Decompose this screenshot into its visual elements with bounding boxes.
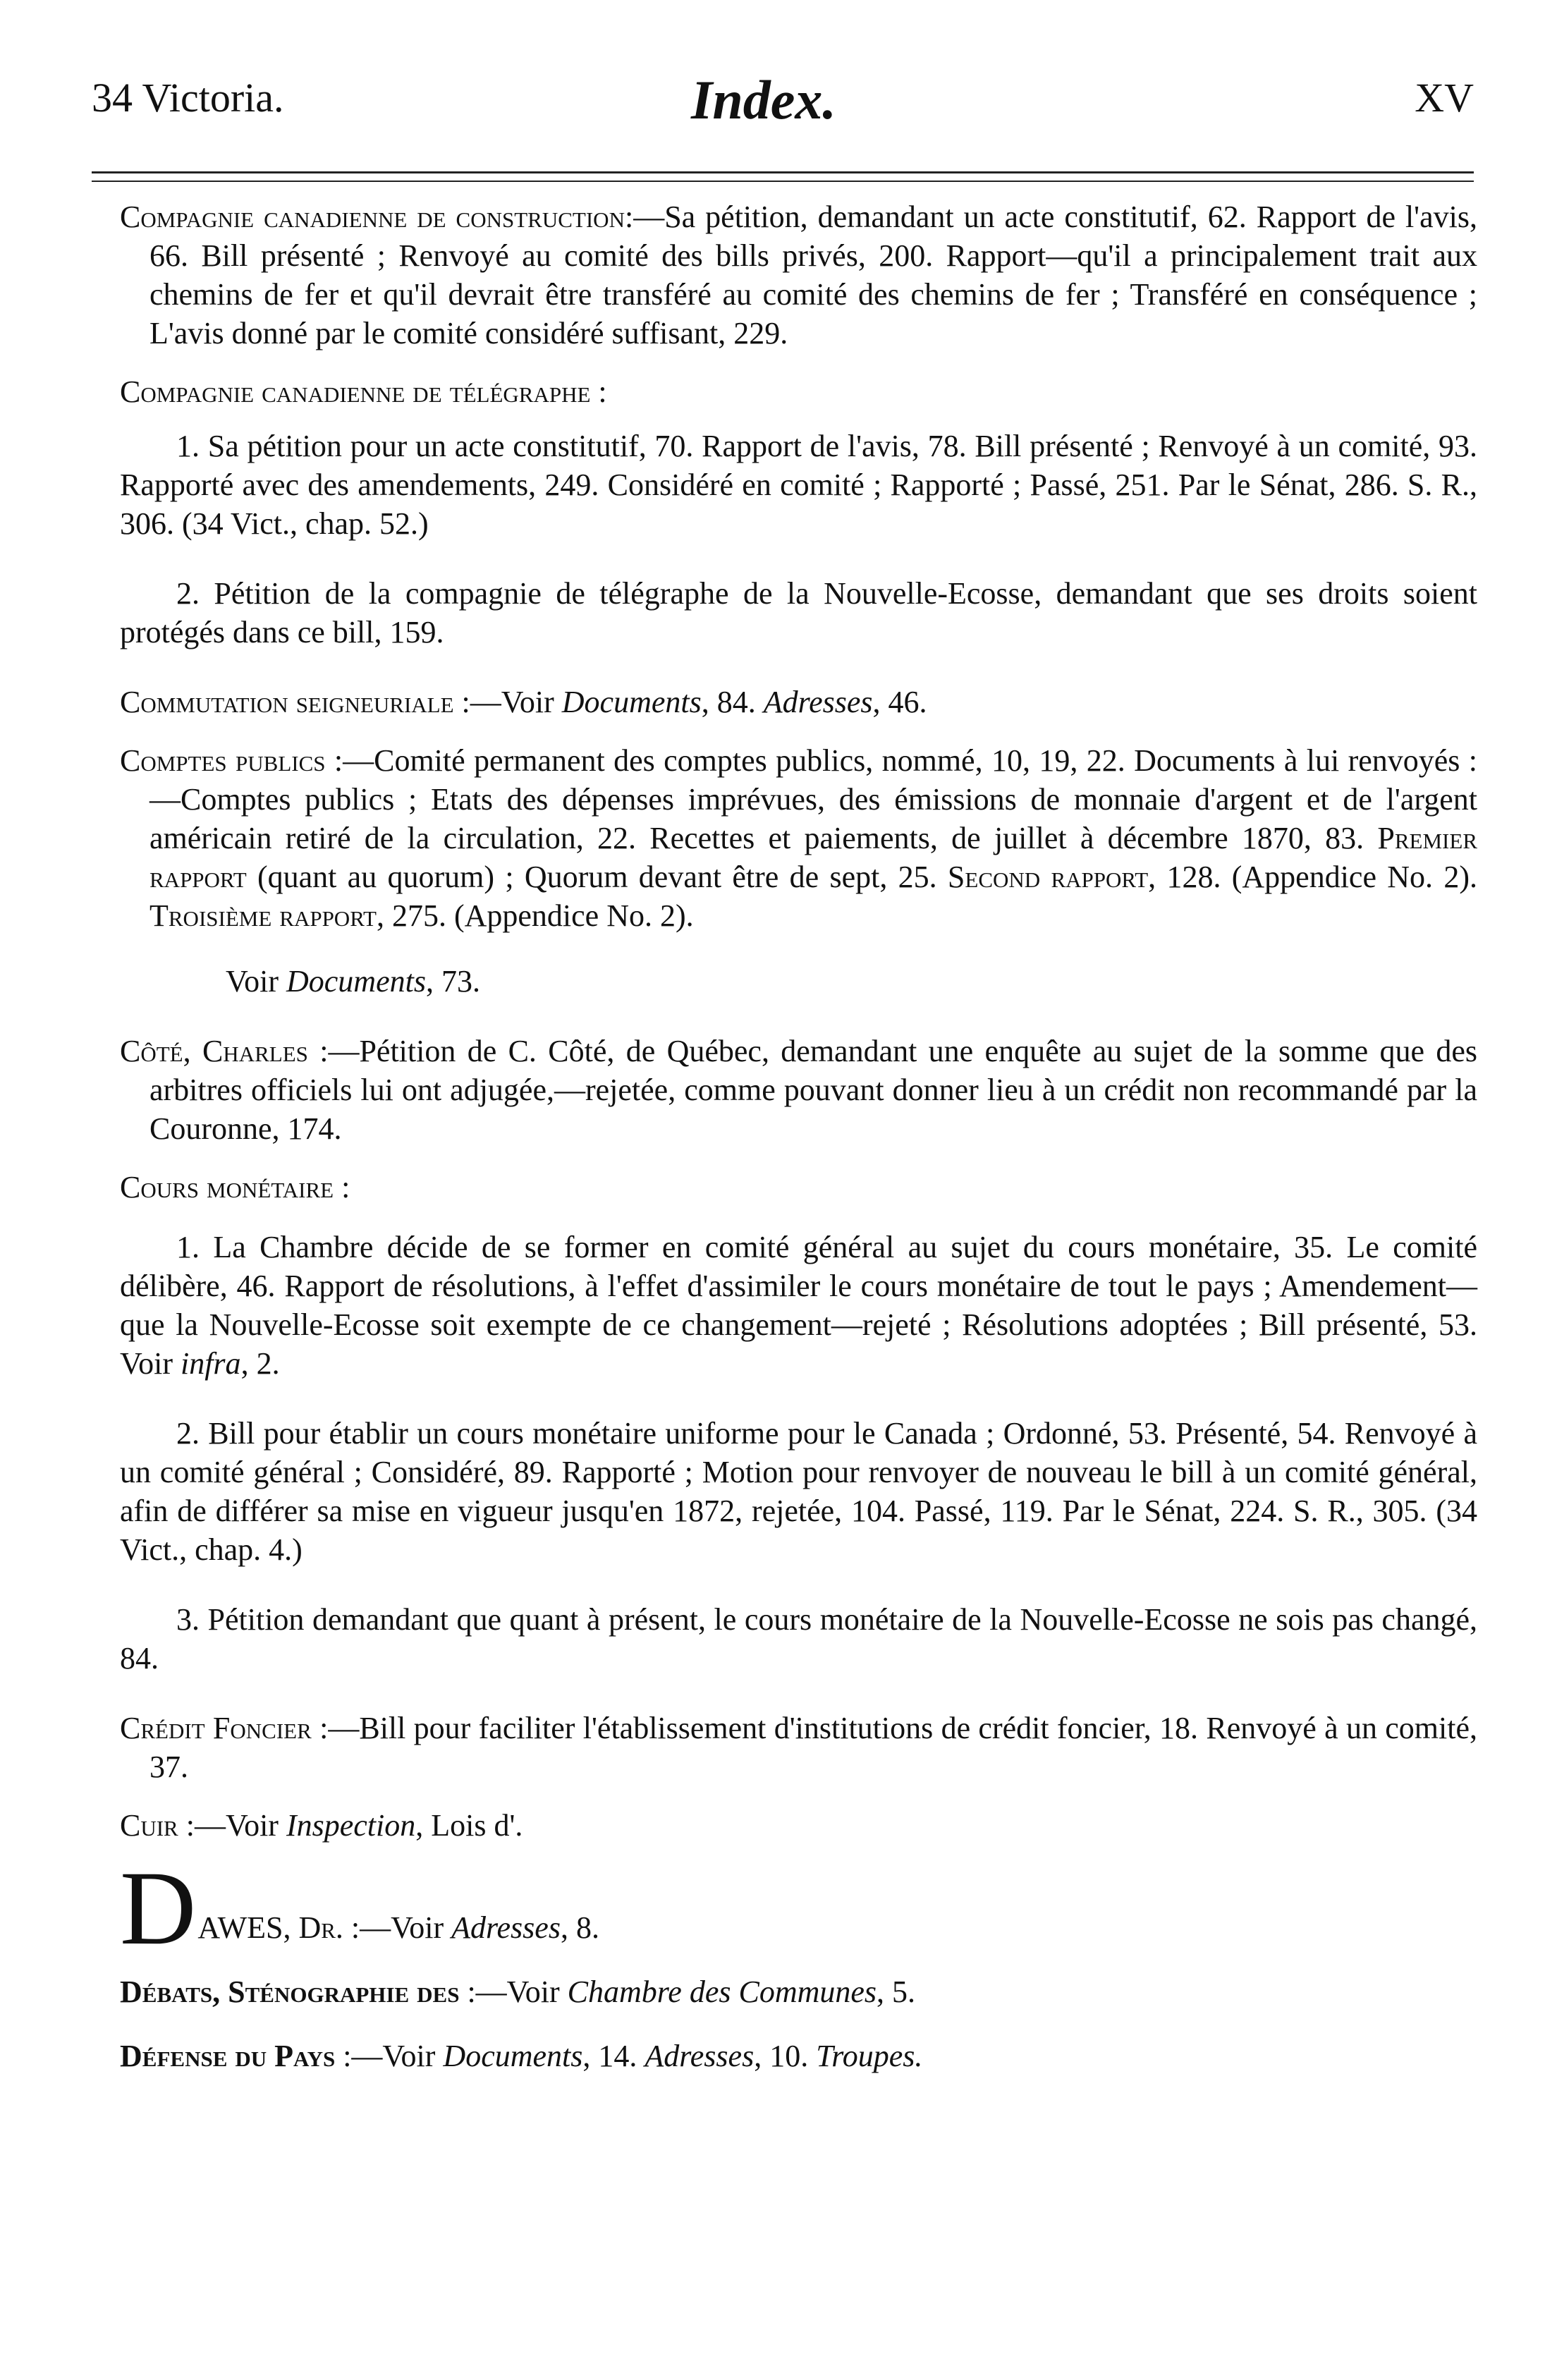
entry-heading: AWES, Dr. (197, 1910, 343, 1945)
entry-dawes (120, 1850, 1477, 1967)
entry-text: , 73. (425, 964, 480, 999)
entry-text: :—Voir (178, 1808, 286, 1843)
entry-heading: Comptes publics (120, 743, 326, 778)
cross-reference: infra (180, 1346, 241, 1381)
entry-comptes-publics (120, 741, 1477, 1001)
cross-reference: Documents (561, 685, 702, 719)
entry-text: , 275. (Appendice No. 2). (376, 898, 694, 933)
entry-heading: Défense du Pays (120, 2039, 336, 2073)
entry-text: Voir (226, 964, 286, 999)
cross-reference: Chambre des Communes (567, 1975, 877, 2009)
entry-compagnie-telegraphe (120, 372, 1477, 652)
page-number: XV (1415, 75, 1474, 121)
cross-reference: Adresses (645, 2039, 755, 2073)
sub-item-2: 2. Bill pour établir un cours monétaire uniforme pour le Canada ; Ordonné, 53. Présenté, 54. Renvoyé à un comité général ; Considéré, 89. Rapporté ; Motion pour renvoyer de nouveau le bill à un comité général, afin de différer sa mise en vigueur jusqu'en 1872, rejetée, 104. Passé, 119. Par le Sénat, 224. S. R., 305. (34 Vict., chap. 4.) (120, 1416, 1477, 1567)
report-label: Premier rapport (149, 821, 1477, 894)
cross-reference: Inspection (286, 1808, 416, 1843)
entry-text: :—Sa pétition, demandant un acte constitutif, 62. Rapport de l'avis, 66. Bill présenté ; Renvoyé au comité des bills privés, 200. Rapport—qu'il a principalement trait aux chemins de fer et qu'il devrait être transféré au comité des chemins de fer ; Transféré en conséquence ; L'avis donné par le comité considéré suffisant, 229. (149, 200, 1477, 350)
sub-item-1: 1. Sa pétition pour un acte constitutif, 70. Rapport de l'avis, 78. Bill présenté ; Renvoyé à un comité, 93. Rapporté avec des amendements, 249. Considéré en comité ; Rapporté ; Passé, 251. Par le Sénat, 286. S. R., 306. (34 Vict., chap. 52.) (120, 429, 1477, 541)
entry-colon: : (334, 1170, 350, 1204)
index-body (120, 197, 1477, 2075)
entry-cuir (120, 1806, 1477, 1845)
entry-text: :—Comité permanent des comptes publics, nommé, 10, 19, 22. Documents à lui renvoyés :—Comptes publics ; Etats des dépenses imprévues, des émissions de monnaie d'argent et de l'argent américain retiré de la circulation, 22. Recettes et paiements, de juillet à décembre 1870, 83. (149, 743, 1477, 855)
entry-heading: Cuir (120, 1808, 178, 1843)
entry-text: :—Pétition de C. Côté, de Québec, demandant une enquête au sujet de la somme que des arbitres officiels lui ont adjugée,—rejetée, comme pouvant donner lieu à un crédit non recommandé par la Couronne, 174. (149, 1034, 1477, 1146)
entry-text: :—Voir (459, 1975, 568, 2009)
entry-text: :—Bill pour faciliter l'établissement d'institutions de crédit foncier, 18. Renvoyé à un comité, 37. (149, 1711, 1477, 1784)
page-title: Index. (691, 69, 836, 130)
drop-cap: D (120, 1850, 197, 1967)
cross-reference: Adresses (451, 1910, 561, 1945)
entry-defense (120, 2037, 1477, 2075)
running-head (92, 69, 1474, 138)
entry-text: , 46. (872, 685, 927, 719)
header-rule (92, 171, 1474, 173)
entry-heading: Compagnie canadienne de construction (120, 200, 625, 234)
cross-reference: Adresses (763, 685, 873, 719)
sub-item-1 (120, 1228, 1477, 1383)
entry-heading: Cours monétaire (120, 1170, 334, 1204)
entry-text: , 8. (560, 1910, 599, 1945)
header-rule-thin (92, 181, 1474, 182)
cross-reference: Documents (443, 2039, 583, 2073)
entry-heading: Côté, Charles (120, 1034, 308, 1068)
report-label: Troisième rapport (149, 898, 377, 933)
entry-text: :—Voir (335, 2039, 444, 2073)
entry-text: , 128. (Appendice No. 2). (1148, 860, 1478, 894)
entry-text: :—Voir (453, 685, 562, 719)
cross-reference: Troupes. (816, 2039, 923, 2073)
sub-item-2: 2. Pétition de la compagnie de télégraphe de la Nouvelle-Ecosse, demandant que ses droits soient protégés dans ce bill, 159. (120, 576, 1477, 649)
entry-text: , 2. (240, 1346, 280, 1381)
entry-compagnie-construction (120, 197, 1477, 353)
entry-text: , 14. (582, 2039, 645, 2073)
sub-item-3: 3. Pétition demandant que quant à présent, le cours monétaire de la Nouvelle-Ecosse ne sois pas changé, 84. (120, 1602, 1477, 1676)
index-page (92, 0, 1478, 2380)
entry-heading: Compagnie canadienne de télégraphe (120, 374, 591, 409)
entry-cours-monetaire (120, 1168, 1477, 1678)
entry-cote (120, 1032, 1477, 1148)
entry-text: (quant au quorum) ; Quorum devant être de sept, 25. (246, 860, 948, 894)
entry-text: , 84. (701, 685, 764, 719)
entry-text: :—Voir (343, 1910, 452, 1945)
voir-line (120, 962, 1477, 1001)
entry-heading: Commutation seigneuriale (120, 685, 454, 719)
entry-heading: Crédit Foncier (120, 1711, 312, 1745)
entry-debats (120, 1972, 1477, 2011)
entry-text: 1. La Chambre décide de se former en comité général au sujet du cours monétaire, 35. Le comité délibère, 46. Rapport de résolutions, à l'effet d'assimiler le cours monétaire de tout le pays ; Amendement—que la Nouvelle-Ecosse soit exempte de ce changement—rejeté ; Résolutions adoptées ; Bill présenté, 53. Voir (120, 1230, 1477, 1381)
entry-heading: Débats, Sténographie des (120, 1975, 460, 2009)
cross-reference: Documents (286, 964, 426, 999)
entry-text: , 5. (877, 1975, 916, 2009)
entry-colon: : (590, 374, 607, 409)
entry-credit-foncier (120, 1709, 1477, 1786)
entry-text: , 10. (754, 2039, 817, 2073)
entry-commutation (120, 683, 1477, 721)
entry-text: , Lois d'. (415, 1808, 523, 1843)
report-label: Second rapport (947, 860, 1149, 894)
volume-label: 34 Victoria. (92, 75, 284, 121)
